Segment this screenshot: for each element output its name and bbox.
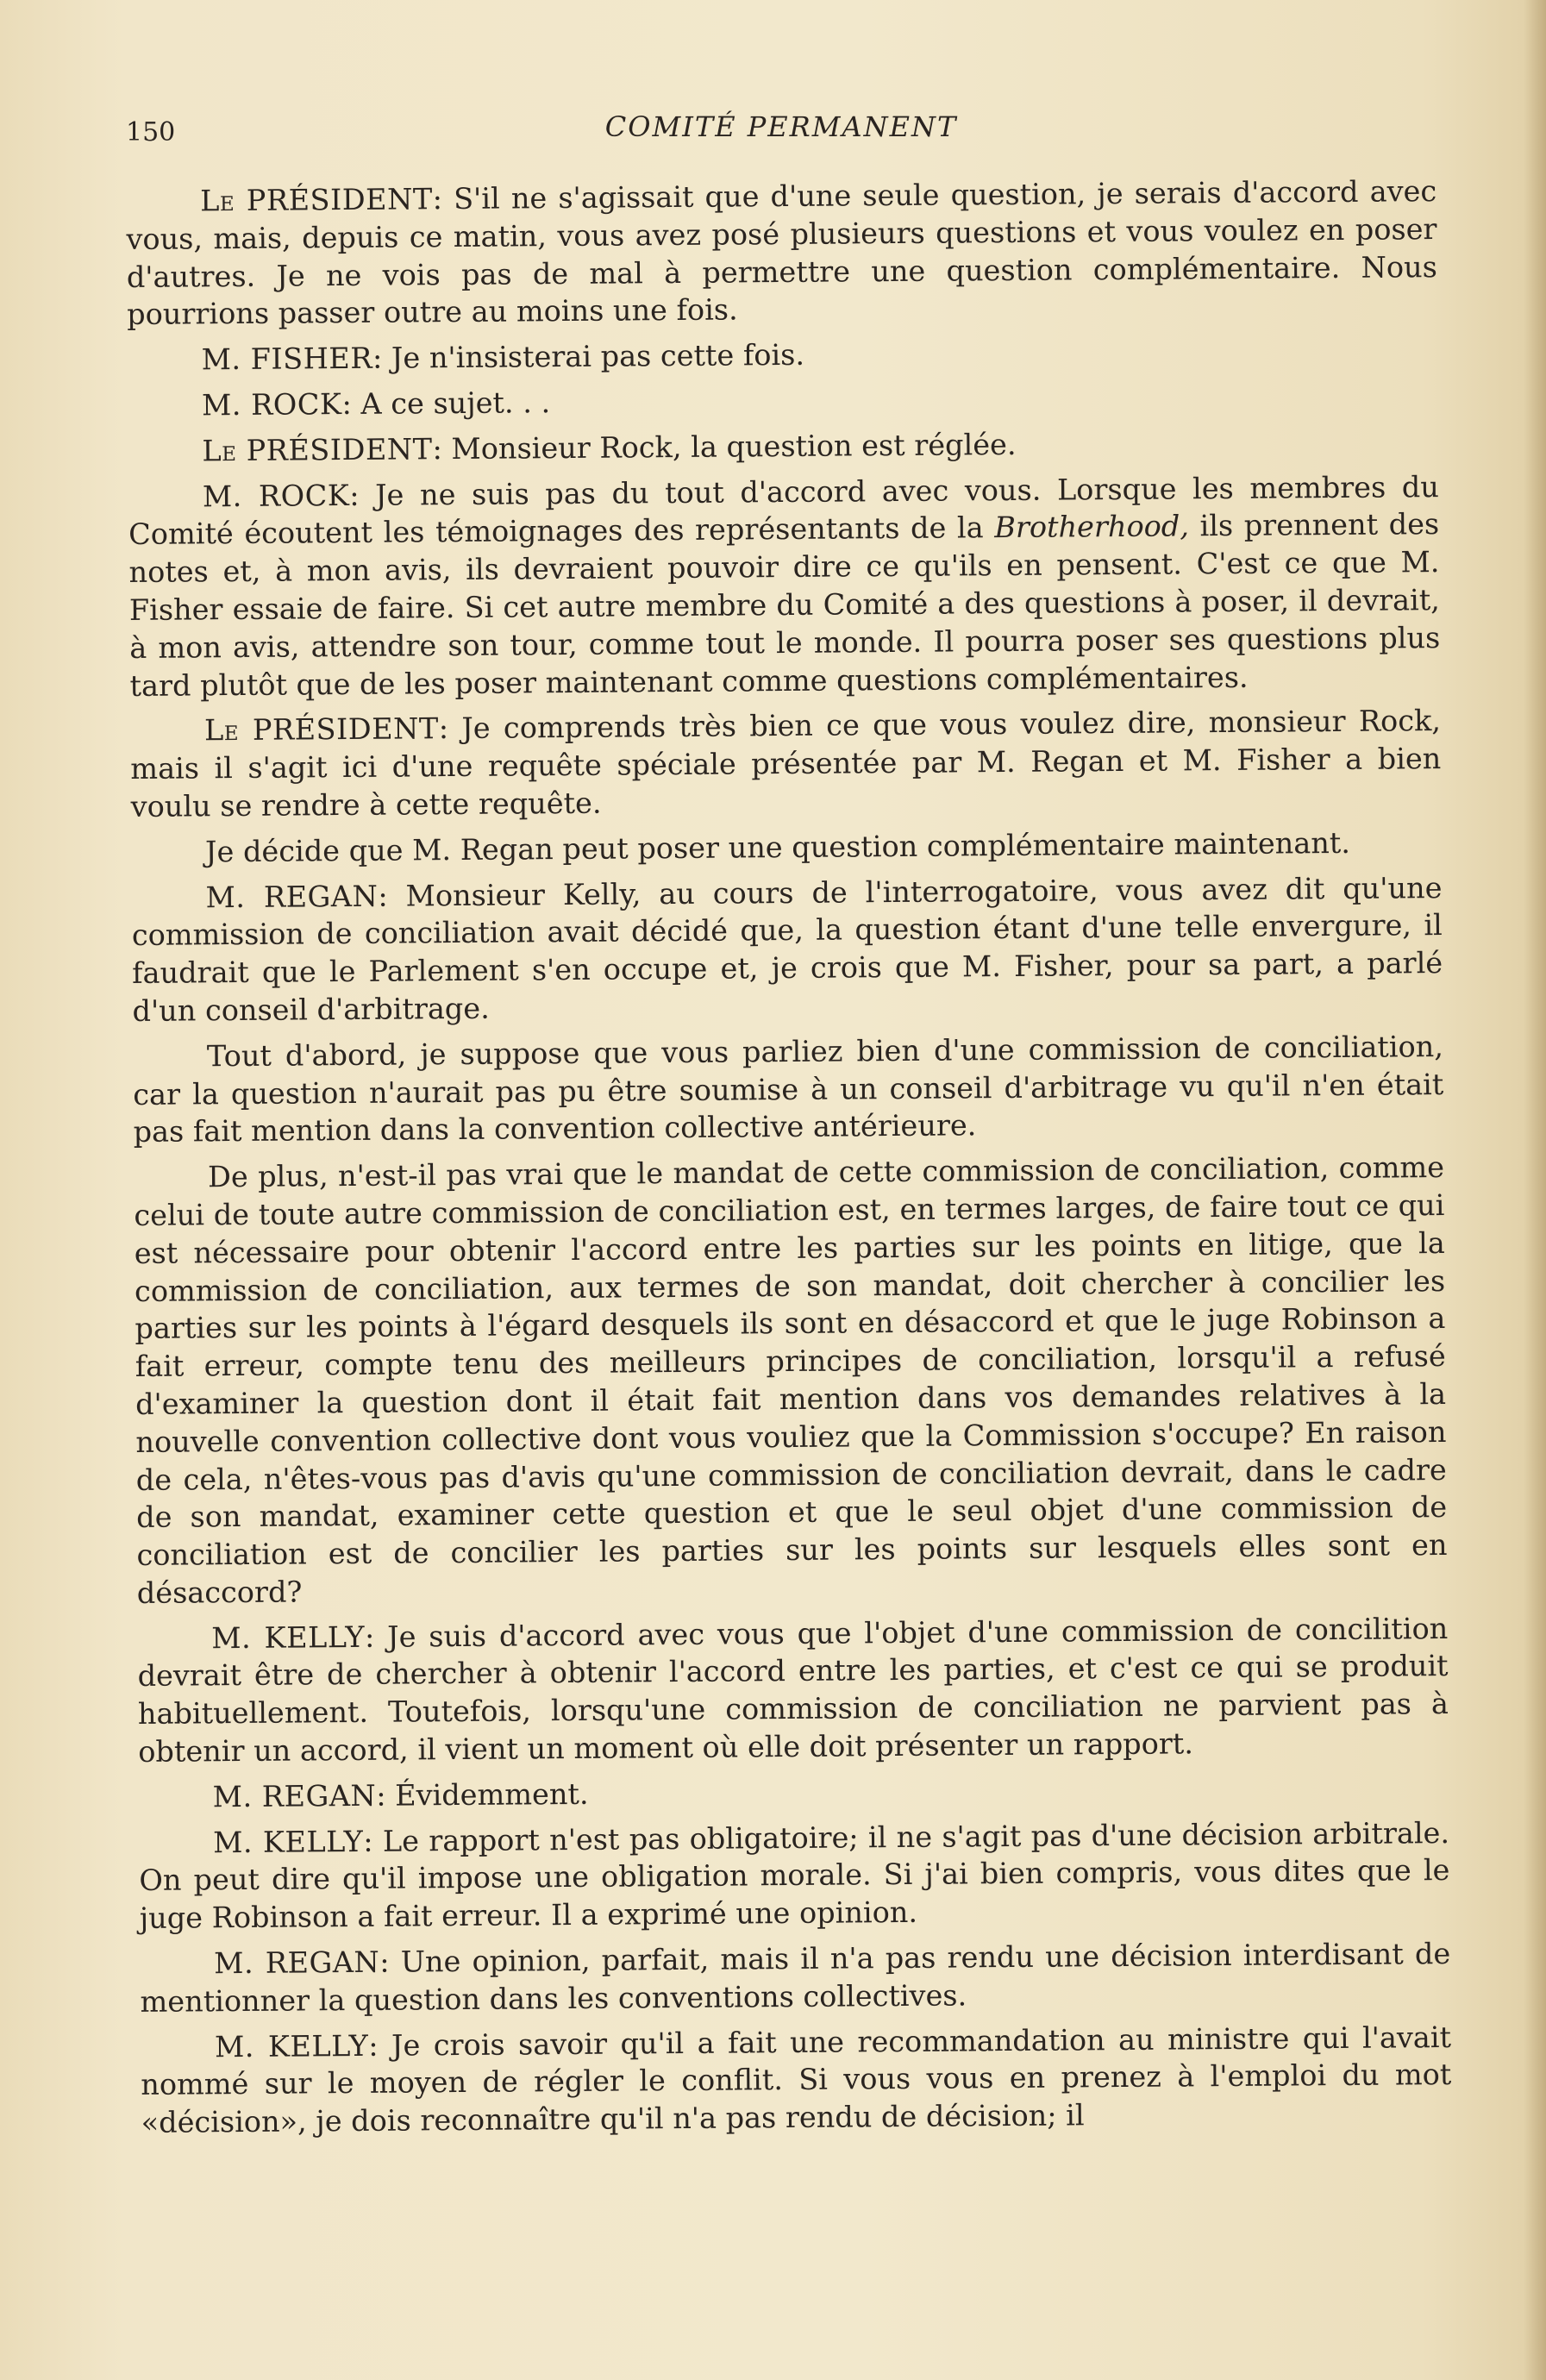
running-header	[126, 110, 1436, 153]
paragraph: M. ROCK: Je ne suis pas du tout d'accord avec vous. Lorsque les membres du Comité écoutent les témoignages des représentants de la Brotherhood, ils prennent des notes et, à mon avis, ils devraient pouvoir dire ce qu'ils en pensent. C'est ce que M. Fisher essaie de faire. Si cet autre membre du Comité a des questions à poser, il devrait, à mon avis, attendre son tour, comme tout le monde. Il pourra poser ses questions plus tard plutôt que de les poser maintenant comme questions complémentaires.	[128, 469, 1441, 703]
speaker-name: M. KELLY	[212, 1824, 364, 1859]
paragraph-text: Monsieur Rock, la question est réglée.	[451, 427, 1017, 466]
speaker-name: M. ROCK	[202, 478, 350, 513]
speaker-name: M. FISHER	[201, 341, 373, 377]
paragraph: Le PRÉSIDENT: Monsieur Rock, la question est réglée.	[202, 427, 1017, 468]
paragraph: Le PRÉSIDENT: S'il ne s'agissait que d'une seule question, je serais d'accord avec vous, mais, depuis ce matin, vous avez posé plusieurs questions et vous voulez en poser d'autres. Je ne vois pas de mal à permettre une question complémentaire. Nous pourrions passer outre au moins une fois.	[126, 174, 1437, 332]
paragraph-text: A ce sujet. . .	[360, 385, 551, 421]
paragraph-text: S'il ne s'agissait que d'une seule question, je serais d'accord avec vous, mais, depuis ce matin, vous avez posé plusieurs questions et vous voulez en poser d'autres. Je ne vois pas de mal à permettre une question complémentaire. Nous pourrions passer outre au moins une fois.	[126, 174, 1437, 332]
speaker-name: M. KELLY	[211, 1619, 366, 1655]
speaker-name: M. REGAN	[205, 879, 379, 914]
page-number: 150	[126, 117, 176, 147]
header-title: COMITÉ PERMANENT	[604, 110, 958, 143]
paragraph-text: Une opinion, parfait, mais il n'a pas rendu une décision interdisant de mentionner la question dans les conventions collectives.	[140, 1937, 1451, 2019]
paragraph: M. KELLY: Je crois savoir qu'il a fait une recommandation au ministre qui l'avait nommé sur le moyen de régler le conflit. Si vous vous en prenez à l'emploi du mot «décision», je dois reconnaître qu'il n'a pas rendu de décision; il	[141, 2020, 1452, 2140]
paragraph-text: Tout d'abord, je suppose que vous parliez bien d'une commission de conciliation, car la question n'aurait pas pu être soumise à un conseil d'arbitrage vu qu'il n'en était pas fait mention dans la convention collective antérieure.	[133, 1029, 1444, 1149]
paragraph-text: Je n'insisterai pas cette fois.	[391, 338, 805, 375]
transcript-body	[126, 172, 1452, 2150]
paragraph-text: Je crois savoir qu'il a fait une recommandation au ministre qui l'avait nommé sur le moyen de régler le conflit. Si vous vous en prenez à l'emploi du mot «décision», je dois reconnaître qu'il n'a pas rendu de décision; il	[141, 2020, 1452, 2140]
paragraph	[133, 1028, 1444, 1151]
speaker-name: Le PRÉSIDENT	[202, 431, 433, 468]
paragraph: M. REGAN: Évidemment.	[212, 1776, 589, 1814]
paragraph-text: Monsieur Kelly, au cours de l'interrogatoire, vous avez dit qu'une commission de conciliation avait décidé que, la question étant d'une telle envergure, il faudrait que le Parlement s'en occupe et, je crois que M. Fisher, pour sa part, a parlé d'un conseil d'arbitrage.	[131, 870, 1443, 1028]
paragraph: Le PRÉSIDENT: Je comprends très bien ce que vous voulez dire, monsieur Rock, mais il s'agit ici d'une requête spéciale présentée par M. Regan et M. Fisher a bien voulu se rendre à cette requête.	[130, 704, 1442, 824]
speaker-name: M. REGAN	[214, 1945, 380, 1981]
paragraph-text: De plus, n'est-il pas vrai que le mandat de cette commission de conciliation, comme celui de toute autre commission de conciliation est, en termes larges, de faire tout ce qui est nécessaire pour obtenir l'accord entre les parties sur les points en litige, que la commission de conciliation, aux termes de son mandat, doit chercher à concilier les parties sur les points à l'égard desquels ils sont en désaccord et que le juge Robinson a fait erreur, compte tenu des meilleurs principes de conciliation, lorsqu'il a refusé d'examiner la question dont il était fait mention dans vos demandes relatives à la nouvelle convention collective dont vous vouliez que la Commission s'occupe? En raison de cela, n'êtes-vous pas d'avis qu'une commission de conciliation devrait, dans le cadre de son mandat, examiner cette question et que le seul objet d'une commission de conciliation est de concilier les parties sur les points sur lesquels elles sont en désaccord?	[134, 1150, 1448, 1610]
page-edge-shadow	[1524, 0, 1546, 2380]
speaker-name: M. KELLY	[214, 2028, 369, 2064]
speaker-name: Le PRÉSIDENT	[200, 182, 433, 218]
paragraph: M. FISHER: Je n'insisterai pas cette fois.	[201, 338, 805, 377]
paragraph-text: ils prennent des notes et, à mon avis, ils devraient pouvoir dire ce qu'ils en pensent. C'est ce que M. Fisher essaie de faire. Si cet autre membre du Comité a des questions à poser, il devrait, à mon avis, attendre son tour, comme tout le monde. Il pourra poser ses questions plus tard plutôt que de les poser maintenant comme questions complémentaires.	[128, 507, 1441, 703]
paragraph: M. REGAN: Une opinion, parfait, mais il n'a pas rendu une décision interdisant de mentionner la question dans les conventions collectives.	[140, 1937, 1451, 2019]
paragraph	[131, 824, 1442, 872]
speaker-name: M. ROCK	[201, 387, 342, 423]
paragraph-text: Le rapport n'est pas obligatoire; il ne s'agit pas d'une décision arbitrale. On peut dire qu'il impose une obligation morale. Si j'ai bien compris, vous dites que le juge Robinson a fait erreur. Il a exprimé une opinion.	[139, 1815, 1450, 1936]
paragraph: M. KELLY: Le rapport n'est pas obligatoire; il ne s'agit pas d'une décision arbitrale. On peut dire qu'il impose une obligation morale. Si j'ai bien compris, vous dites que le juge Robinson a fait erreur. Il a exprimé une opinion.	[139, 1815, 1450, 1936]
paragraph: M. ROCK: A ce sujet. . .	[201, 385, 551, 423]
italic-term: Brotherhood,	[994, 509, 1190, 545]
paragraph-text: Je suis d'accord avec vous que l'objet d'une commission de concilition devrait être de chercher à obtenir l'accord entre les parties, et c'est ce qui se produit habituellement. Toutefois, lorsqu'une commission de conciliation ne parvient pas à obtenir un accord, il vient un moment où elle doit présenter un rapport.	[137, 1611, 1449, 1769]
paragraph: M. KELLY: Je suis d'accord avec vous que l'objet d'une commission de concilition devrait être de chercher à obtenir l'accord entre les parties, et c'est ce qui se produit habituellement. Toutefois, lorsqu'une commission de conciliation ne parvient pas à obtenir un accord, il vient un moment où elle doit présenter un rapport.	[137, 1611, 1449, 1769]
paragraph-text: Je décide que M. Regan peut poser une question complémentaire maintenant.	[204, 825, 1351, 869]
paragraph	[134, 1149, 1448, 1612]
paragraph-text: Je comprends très bien ce que vous voulez dire, monsieur Rock, mais il s'agit ici d'une requête spéciale présentée par M. Regan et M. Fisher a bien voulu se rendre à cette requête.	[130, 704, 1442, 824]
speaker-name: Le PRÉSIDENT	[203, 711, 439, 748]
paragraph-text: Je ne suis pas du tout d'accord avec vous. Lorsque les membres du Comité écoutent les témoignages des représentants de la	[128, 469, 1439, 552]
paragraph: M. REGAN: Monsieur Kelly, au cours de l'interrogatoire, vous avez dit qu'une commission de conciliation avait décidé que, la question étant d'une telle envergure, il faudrait que le Parlement s'en occupe et, je crois que M. Fisher, pour sa part, a parlé d'un conseil d'arbitrage.	[131, 870, 1443, 1028]
paragraph-text: Évidemment.	[395, 1776, 589, 1813]
speaker-name: M. REGAN	[212, 1778, 377, 1814]
